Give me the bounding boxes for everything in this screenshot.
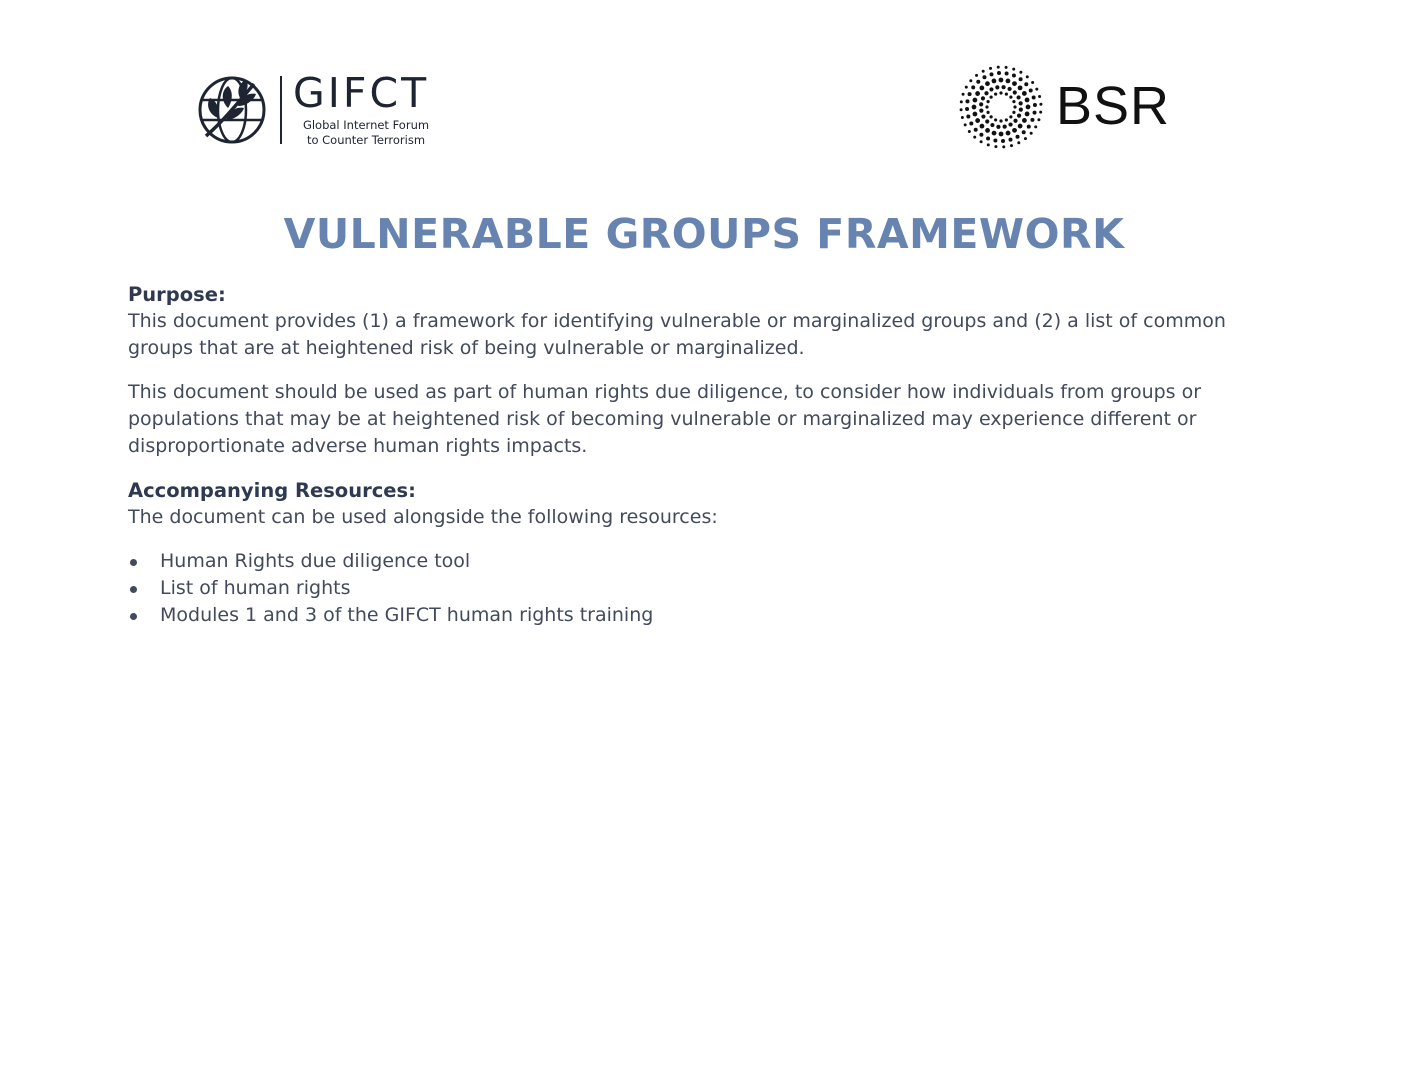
list-item (128, 575, 1288, 602)
bullet-icon (130, 613, 137, 620)
dotted-sunburst-icon (958, 64, 1044, 150)
bullet-icon (130, 559, 137, 566)
bullet-icon (130, 586, 137, 593)
resource-item-label: List of human rights (160, 577, 351, 599)
gifct-tagline-line2: to Counter Terrorism (306, 133, 426, 147)
resources-list (128, 548, 1288, 629)
gifct-wordmark: GIFCT (293, 69, 430, 117)
gifct-logo (196, 69, 446, 148)
list-item (128, 548, 1288, 575)
globe-olive-branch-icon (196, 74, 268, 146)
resource-item-label: Human Rights due diligence tool (160, 550, 471, 572)
bsr-logo (958, 64, 1171, 148)
logo-divider (280, 76, 282, 144)
resources-intro: The document can be used alongside the following resources: (128, 506, 718, 528)
purpose-heading: Purpose: (128, 283, 226, 306)
purpose-paragraph-1: This document provides (1) a framework for identifying vulnerable or marginalized groups and (2) a list of common groups that are at heightened risk of being vulnerable or marginalized. (128, 310, 1226, 359)
document-body (128, 281, 1288, 629)
gifct-tagline (296, 118, 436, 148)
bsr-wordmark: BSR (1056, 76, 1171, 136)
list-item (128, 602, 1288, 629)
resource-item-label: Modules 1 and 3 of the GIFCT human rights training (160, 604, 654, 626)
purpose-paragraph-2: This document should be used as part of human rights due diligence, to consider how individuals from groups or populations that may be at heightened risk of becoming vulnerable or marginalized may experience different or disproportionate adverse human rights impacts. (128, 381, 1202, 457)
resources-heading: Accompanying Resources: (128, 479, 416, 502)
page-title: VULNERABLE GROUPS FRAMEWORK (283, 210, 1125, 258)
gifct-tagline-line1: Global Internet Forum (302, 118, 430, 132)
